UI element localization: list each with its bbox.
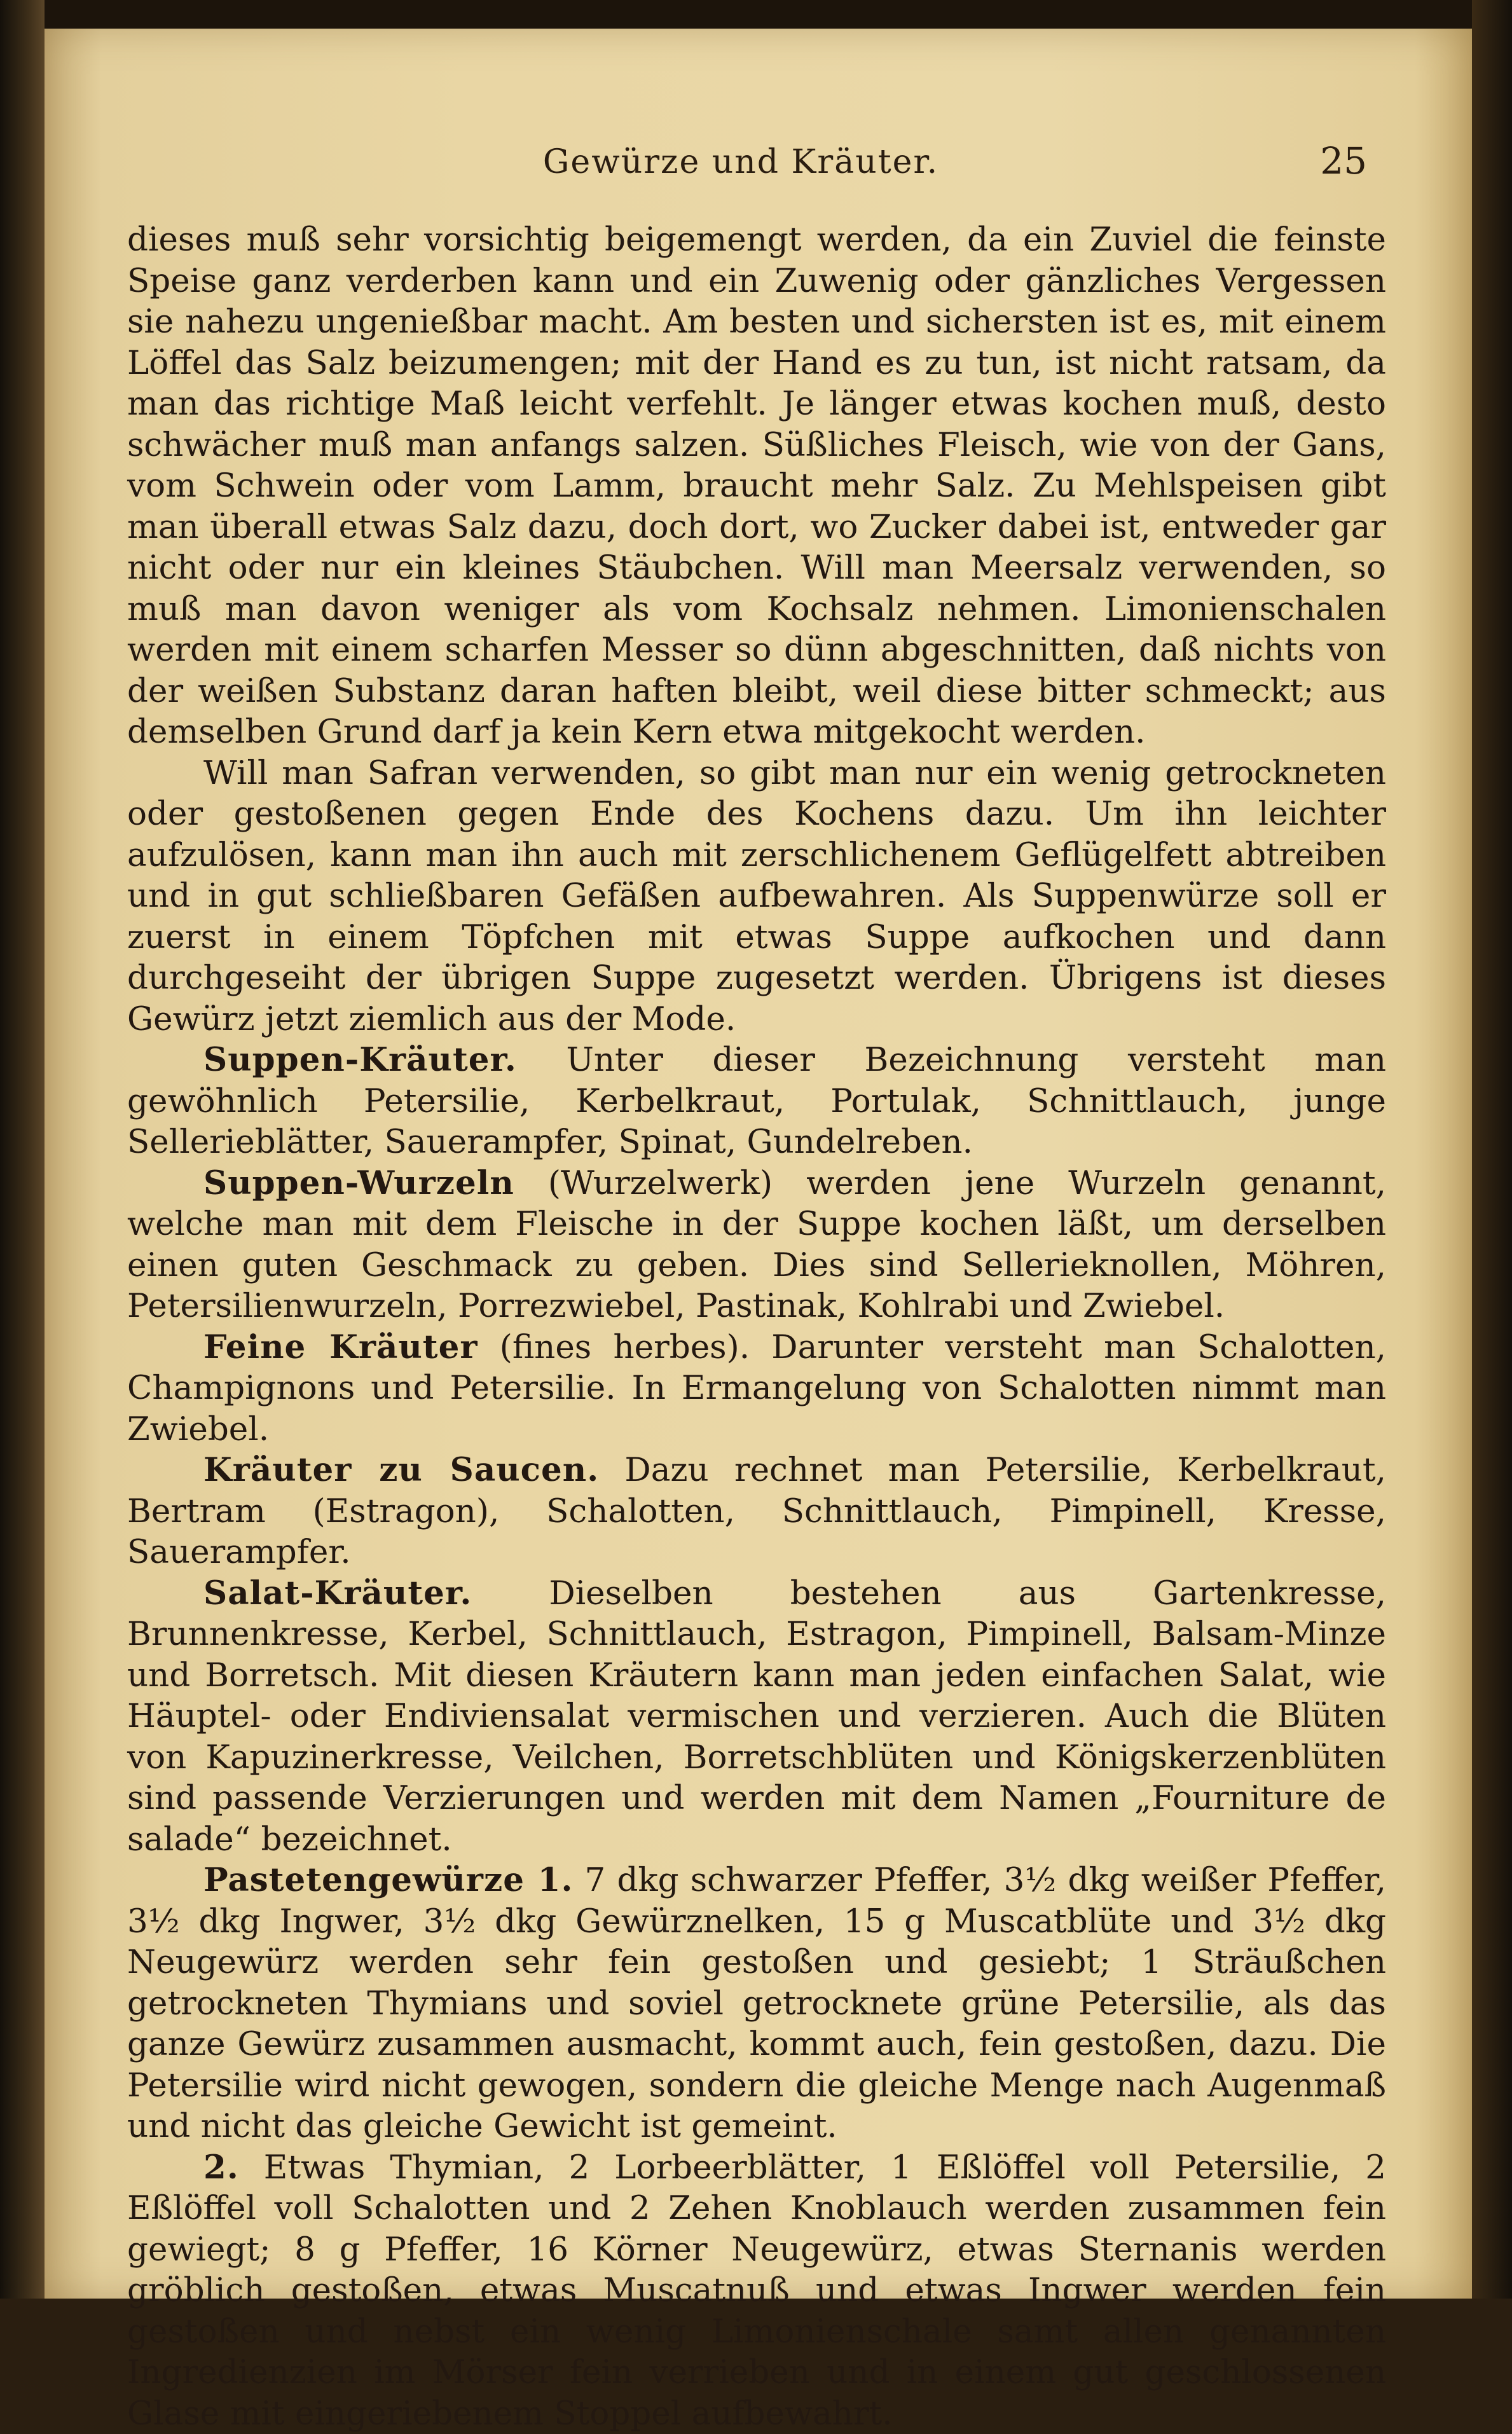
body-text <box>127 219 1386 2241</box>
entry-heading: Suppen-Wurzeln <box>203 1164 514 1202</box>
page-header <box>140 143 1342 200</box>
entry-heading: Suppen-Kräuter. <box>203 1041 517 1079</box>
page-number: 25 <box>1320 139 1367 182</box>
entry-heading: Feine Kräuter <box>203 1328 478 1366</box>
page <box>45 29 1472 2299</box>
paragraph-suppen-wurzeln: Suppen-Wurzeln (Wurzelwerk) werden jene Wurzeln genannt, welche man mit dem Fleische in der Suppe kochen läßt, um derselben einen guten Geschmack zu geben. Dies sind Sellerieknollen, Möhren, Petersilienwurzeln, Porrezwiebel, Pastinak, Kohlrabi und Zwiebel. <box>127 1163 1386 1327</box>
paragraph-kraeuter-zu-saucen: Kräuter zu Saucen. Dazu rechnet man Petersilie, Kerbelkraut, Bertram (Estragon), Schalotten, Schnittlauch, Pimpinell, Kresse, Sauerampfer. <box>127 1450 1386 1573</box>
paragraph-pastetengewuerze-2: 2. Etwas Thymian, 2 Lorbeerblätter, 1 Eßlöffel voll Petersilie, 2 Eßlöffel voll Schalotten und 2 Zehen Knoblauch werden zusammen fein gewiegt; 8 g Pfeffer, 16 Körner Neugewürz, etwas Sternanis werden gröblich gestoßen, etwas Muscatnuß und etwas Ingwer werden fein gestoßen und nebst ein wenig Limonienschale samt allen genannten Ingredienzien im Mörser fein verrieben und in einem gut geschlossenen Glase mit eingeriebenem Stoppel aufbewahrt. <box>127 2147 1386 2434</box>
paragraph: dieses muß sehr vorsichtig beigemengt werden, da ein Zuviel die feinste Speise ganz verderben kann und ein Zuwenig oder gänzliches Vergessen sie nahezu ungenießbar macht. Am besten und sichersten ist es, mit einem Löffel das Salz beizumengen; mit der Hand es zu tun, ist nicht ratsam, da man das richtige Maß leicht verfehlt. Je länger etwas kochen muß, desto schwächer muß man anfangs salzen. Süßliches Fleisch, wie von der Gans, vom Schwein oder vom Lamm, braucht mehr Salz. Zu Mehlspeisen gibt man überall etwas Salz dazu, doch dort, wo Zucker dabei ist, entweder gar nicht oder nur ein kleines Stäubchen. Will man Meersalz verwenden, so muß man davon weniger als vom Kochsalz nehmen. Limonienschalen werden mit einem scharfen Messer so dünn abgeschnitten, daß nichts von der weißen Substanz daran haften bleibt, weil diese bitter schmeckt; aus demselben Grund darf ja kein Kern etwa mitgekocht werden. <box>127 219 1386 753</box>
entry-heading: 2. <box>203 2149 239 2187</box>
entry-heading: Pastetengewürze 1. <box>203 1861 573 1899</box>
page-edge <box>1472 0 1512 2299</box>
entry-heading: Salat-Kräuter. <box>203 1574 472 1612</box>
book-spine <box>0 0 45 2299</box>
entry-heading: Kräuter zu Saucen. <box>203 1451 599 1489</box>
paragraph-salat-kraeuter: Salat-Kräuter. Dieselben bestehen aus Gartenkresse, Brunnenkresse, Kerbel, Schnittlauch, Estragon, Pimpinell, Balsam-Minze und Borretsch. Mit diesen Kräutern kann man jeden einfachen Salat, wie Häuptel- oder Endiviensalat vermischen und verzieren. Auch die Blüten von Kapuzinerkresse, Veilchen, Borretschblüten und Königskerzenblüten sind passende Verzierungen und werden mit dem Namen „Fourniture de salade“ bezeichnet. <box>127 1573 1386 1860</box>
paragraph-pastetengewuerze-1: Pastetengewürze 1. 7 dkg schwarzer Pfeffer, 3½ dkg weißer Pfeffer, 3½ dkg Ingwer, 3½ dkg Gewürznelken, 15 g Muscatblüte und 3½ dkg Neugewürz werden sehr fein gestoßen und gesiebt; 1 Sträußchen getrockneten Thymians und soviel getrocknete grüne Petersilie, als das ganze Gewürz zusammen ausmacht, kommt auch, fein gestoßen, dazu. Die Petersilie wird nicht gewogen, sondern die gleiche Menge nach Augenmaß und nicht das gleiche Gewicht ist gemeint. <box>127 1860 1386 2147</box>
paragraph: Will man Safran verwenden, so gibt man nur ein wenig getrockneten oder gestoßenen gegen Ende des Kochens dazu. Um ihn leichter aufzulösen, kann man ihn auch mit zerschlichenem Geflügelfett abtreiben und in gut schließbaren Gefäßen aufbewahren. Als Suppenwürze soll er zuerst in einem Töpfchen mit etwas Suppe aufkochen und dann durchgeseiht der übrigen Suppe zugesetzt werden. Übrigens ist dieses Gewürz jetzt ziemlich aus der Mode. <box>127 753 1386 1040</box>
paragraph-suppen-kraeuter: Suppen-Kräuter. Unter dieser Bezeichnung versteht man gewöhnlich Petersilie, Kerbelkraut, Portulak, Schnittlauch, junge Sellerieblätter, Sauerampfer, Spinat, Gundelreben. <box>127 1040 1386 1163</box>
paragraph-feine-kraeuter: Feine Kräuter (fines herbes). Darunter versteht man Schalotten, Champignons und Petersilie. In Ermangelung von Schalotten nimmt man Zwiebel. <box>127 1327 1386 1450</box>
running-title: Gewürze und Kräuter. <box>140 143 1342 181</box>
